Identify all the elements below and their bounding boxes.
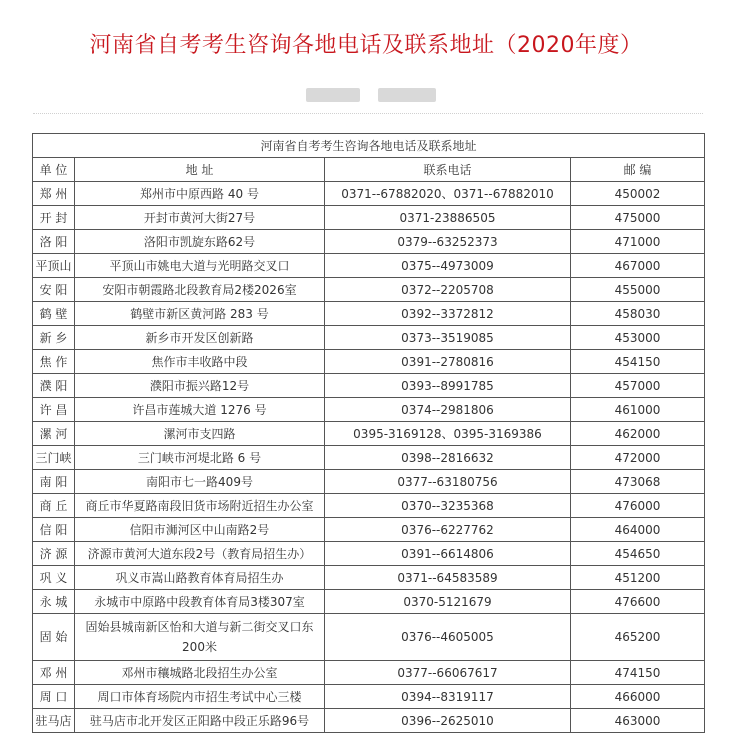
table-row <box>33 446 705 470</box>
cell-unit: 鹤 壁 <box>33 302 75 326</box>
table-row <box>33 182 705 206</box>
table-row <box>33 398 705 422</box>
table-row <box>33 709 705 733</box>
header-address: 地 址 <box>75 158 325 182</box>
cell-unit: 邓 州 <box>33 661 75 685</box>
cell-unit: 商 丘 <box>33 494 75 518</box>
cell-phone: 0377--66067617 <box>325 661 571 685</box>
cell-address: 信阳市浉河区中山南路2号 <box>75 518 325 542</box>
table-row <box>33 566 705 590</box>
cell-phone: 0377--63180756 <box>325 470 571 494</box>
cell-phone: 0394--8319117 <box>325 685 571 709</box>
header-zip: 邮 编 <box>571 158 705 182</box>
cell-zip: 476600 <box>571 590 705 614</box>
cell-unit: 巩 义 <box>33 566 75 590</box>
blurred-date <box>378 88 436 102</box>
cell-zip: 454150 <box>571 350 705 374</box>
cell-unit: 信 阳 <box>33 518 75 542</box>
cell-unit: 周 口 <box>33 685 75 709</box>
contact-table <box>32 133 705 733</box>
cell-unit: 永 城 <box>33 590 75 614</box>
cell-zip: 453000 <box>571 326 705 350</box>
table-row <box>33 278 705 302</box>
cell-zip: 472000 <box>571 446 705 470</box>
cell-address: 洛阳市凯旋东路62号 <box>75 230 325 254</box>
cell-address: 濮阳市振兴路12号 <box>75 374 325 398</box>
cell-zip: 466000 <box>571 685 705 709</box>
cell-zip: 465200 <box>571 614 705 661</box>
cell-address: 永城市中原路中段教育体育局3楼307室 <box>75 590 325 614</box>
cell-address: 焦作市丰收路中段 <box>75 350 325 374</box>
table-caption: 河南省自考考生咨询各地电话及联系地址 <box>33 134 705 158</box>
cell-address: 商丘市华夏路南段旧货市场附近招生办公室 <box>75 494 325 518</box>
cell-phone: 0371--67882020、0371--67882010 <box>325 182 571 206</box>
header-unit: 单 位 <box>33 158 75 182</box>
cell-address: 南阳市七一路409号 <box>75 470 325 494</box>
cell-phone: 0370--3235368 <box>325 494 571 518</box>
page-title: 河南省自考考生咨询各地电话及联系地址（2020年度） <box>89 33 643 58</box>
cell-phone: 0372--2205708 <box>325 278 571 302</box>
cell-address: 许昌市莲城大道 1276 号 <box>75 398 325 422</box>
cell-address: 鹤壁市新区黄河路 283 号 <box>75 302 325 326</box>
cell-unit: 驻马店 <box>33 709 75 733</box>
table-row <box>33 230 705 254</box>
table-row <box>33 374 705 398</box>
cell-unit: 安 阳 <box>33 278 75 302</box>
cell-address: 固始县城南新区怡和大道与新二街交叉口东200米 <box>75 614 325 661</box>
table-row <box>33 518 705 542</box>
table-row <box>33 685 705 709</box>
cell-zip: 463000 <box>571 709 705 733</box>
table-row <box>33 470 705 494</box>
cell-phone: 0370-5121679 <box>325 590 571 614</box>
table-row <box>33 350 705 374</box>
cell-zip: 450002 <box>571 182 705 206</box>
cell-unit: 许 昌 <box>33 398 75 422</box>
table-row <box>33 590 705 614</box>
cell-unit: 漯 河 <box>33 422 75 446</box>
table-row <box>33 302 705 326</box>
cell-address: 平顶山市姚电大道与光明路交叉口 <box>75 254 325 278</box>
cell-zip: 458030 <box>571 302 705 326</box>
table-row <box>33 494 705 518</box>
cell-zip: 474150 <box>571 661 705 685</box>
cell-zip: 467000 <box>571 254 705 278</box>
cell-address: 三门峡市河堤北路 6 号 <box>75 446 325 470</box>
cell-unit: 焦 作 <box>33 350 75 374</box>
cell-address: 邓州市穰城路北段招生办公室 <box>75 661 325 685</box>
cell-address: 济源市黄河大道东段2号（教育局招生办） <box>75 542 325 566</box>
cell-zip: 471000 <box>571 230 705 254</box>
cell-zip: 451200 <box>571 566 705 590</box>
cell-unit: 郑 州 <box>33 182 75 206</box>
divider <box>33 113 703 114</box>
cell-unit: 南 阳 <box>33 470 75 494</box>
cell-phone: 0379--63252373 <box>325 230 571 254</box>
cell-address: 开封市黄河大街27号 <box>75 206 325 230</box>
cell-address: 新乡市开发区创新路 <box>75 326 325 350</box>
cell-address: 周口市体育场院内市招生考试中心三楼 <box>75 685 325 709</box>
cell-phone: 0398--2816632 <box>325 446 571 470</box>
cell-zip: 455000 <box>571 278 705 302</box>
cell-phone: 0371-23886505 <box>325 206 571 230</box>
cell-zip: 476000 <box>571 494 705 518</box>
table-row <box>33 254 705 278</box>
cell-unit: 三门峡 <box>33 446 75 470</box>
blurred-author <box>306 88 360 102</box>
cell-unit: 济 源 <box>33 542 75 566</box>
table-row <box>33 326 705 350</box>
cell-zip: 464000 <box>571 518 705 542</box>
cell-address: 漯河市支四路 <box>75 422 325 446</box>
cell-zip: 461000 <box>571 398 705 422</box>
table-row <box>33 661 705 685</box>
cell-address: 郑州市中原西路 40 号 <box>75 182 325 206</box>
cell-phone: 0391--2780816 <box>325 350 571 374</box>
cell-phone: 0374--2981806 <box>325 398 571 422</box>
cell-phone: 0371--64583589 <box>325 566 571 590</box>
table-row <box>33 422 705 446</box>
cell-unit: 洛 阳 <box>33 230 75 254</box>
cell-phone: 0391--6614806 <box>325 542 571 566</box>
cell-phone: 0392--3372812 <box>325 302 571 326</box>
table-row <box>33 206 705 230</box>
cell-address: 安阳市朝霞路北段教育局2楼2026室 <box>75 278 325 302</box>
cell-zip: 475000 <box>571 206 705 230</box>
cell-phone: 0395-3169128、0395-3169386 <box>325 422 571 446</box>
cell-zip: 457000 <box>571 374 705 398</box>
table-row <box>33 542 705 566</box>
cell-phone: 0376--4605005 <box>325 614 571 661</box>
cell-address: 巩义市嵩山路教育体育局招生办 <box>75 566 325 590</box>
table-row <box>33 614 705 661</box>
cell-phone: 0393--8991785 <box>325 374 571 398</box>
cell-zip: 473068 <box>571 470 705 494</box>
cell-zip: 454650 <box>571 542 705 566</box>
cell-unit: 新 乡 <box>33 326 75 350</box>
cell-phone: 0396--2625010 <box>325 709 571 733</box>
cell-phone: 0373--3519085 <box>325 326 571 350</box>
cell-unit: 濮 阳 <box>33 374 75 398</box>
cell-unit: 固 始 <box>33 614 75 661</box>
cell-address: 驻马店市北开发区正阳路中段正乐路96号 <box>75 709 325 733</box>
header-phone: 联系电话 <box>325 158 571 182</box>
cell-unit: 开 封 <box>33 206 75 230</box>
cell-phone: 0375--4973009 <box>325 254 571 278</box>
cell-zip: 462000 <box>571 422 705 446</box>
cell-unit: 平顶山 <box>33 254 75 278</box>
cell-phone: 0376--6227762 <box>325 518 571 542</box>
